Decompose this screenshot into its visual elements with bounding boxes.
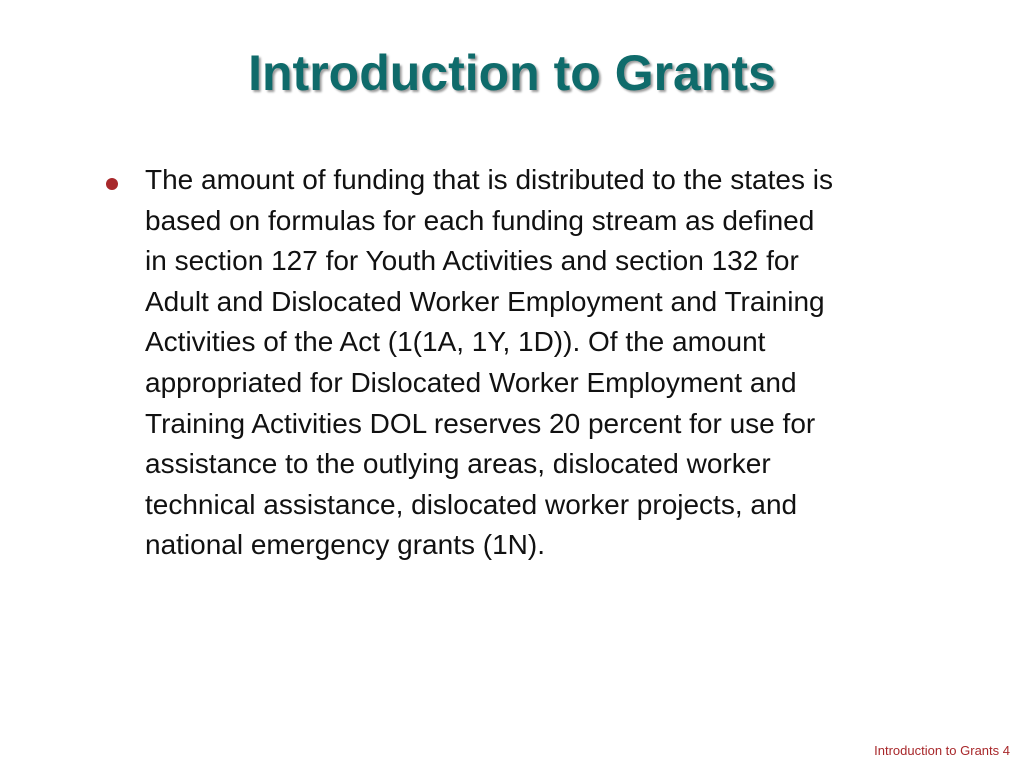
bullet-item (106, 160, 986, 566)
bullet-dot-icon (106, 178, 118, 190)
page-number: 4 (1002, 743, 1010, 758)
slide-title: Introduction to Grants (248, 45, 776, 101)
footer-label: Introduction to Grants (874, 743, 1000, 758)
slide-footer (874, 743, 1010, 758)
bullet-text: The amount of funding that is distributed to the states is based on formulas for each funding stream as defined in section 127 for Youth Activities and section 132 for Adult and Dislocated Worker Employment and Training Activities of the Act (1(1A, 1Y, 1D)). Of the amount appropriated for Dislocated Worker Employment and Training Activities DOL reserves 20 percent for use for assistance to the outlying areas, dislocated worker technical assistance, dislocated worker projects, and national emergency grants (1N). (145, 164, 833, 561)
bullet-list (106, 160, 986, 566)
